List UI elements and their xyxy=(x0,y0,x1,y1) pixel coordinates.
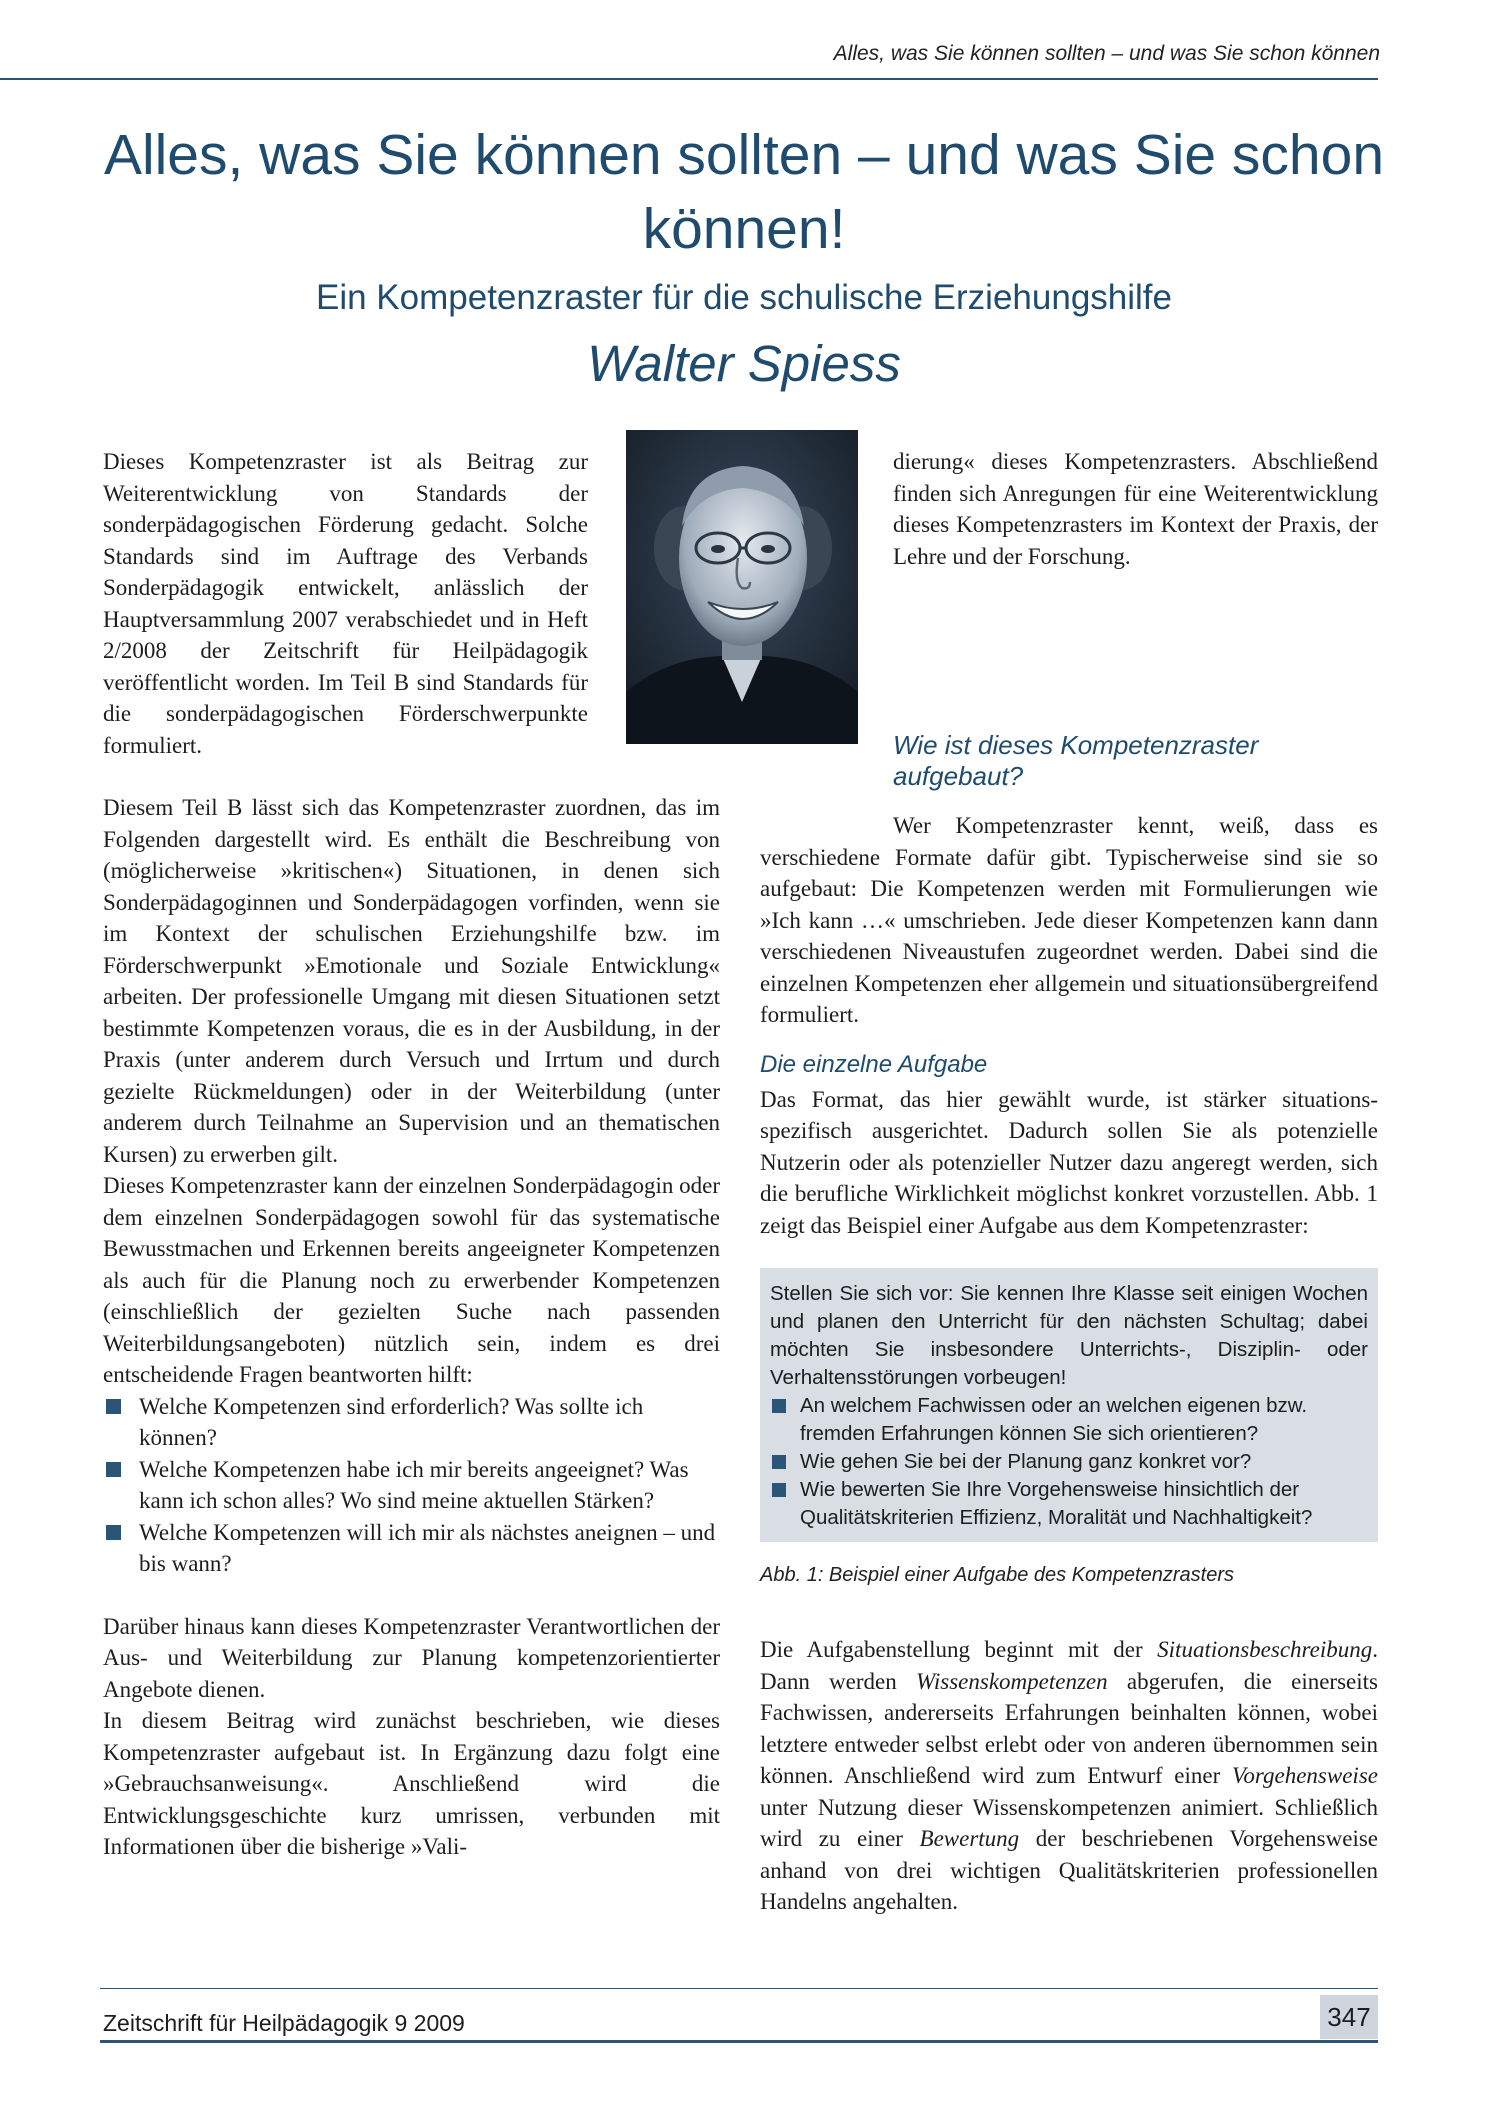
question-list xyxy=(103,1391,720,1580)
list-item: Welche Kompetenzen habe ich mir bereits angeeignet? Was kann ich schon alles? Wo sind meine aktuellen Stärken? xyxy=(103,1454,720,1517)
paragraph: Diesem Teil B lässt sich das Kompetenzraster zuordnen, das im Folgenden dargestellt wird. Es enthält die Beschreibung von (möglicherweise »kritischen«) Situationen, in denen sich Sonderpädagoginnen und Sonderpädagogen vorfinden, wenn sie im Kontext der schulischen Erziehungshilfe bzw. im Förderschwerpunkt »Emotionale und Soziale Entwicklung« arbeiten. Der professionelle Umgang mit diesen Situationen setzt bestimmte Kompetenzen voraus, die es in der Ausbildung, in der Praxis (unter anderem durch Versuch und Irrtum und durch gezielte Rückmeldungen) oder in der Weiterbildung (unter anderem durch Teilnahme an Supervision und an thematischen Kursen) zu erwerben gilt. xyxy=(103,795,720,1167)
figure-intro: Stellen Sie sich vor: Sie kennen Ihre Klasse seit einigen Wochen und planen den Unterricht für den nächsten Schultag; dabei möchten Sie insbesondere Unterrichts-, Disziplin- oder Verhaltensstörungen vorbeugen! xyxy=(770,1282,1368,1389)
paragraph: Dieses Kompetenzraster kann der einzelnen Sonderpädagogin oder dem einzelnen Sonderpädagogen sowohl für das systematische Bewusstmachen und Erkennen bereits angeeigneter Kompetenzen als auch für die Planung noch zu erwerbender Kompetenzen (einschließlich der gezielten Suche nach passenden Weiterbildungsangeboten) nützlich sein, indem es drei entscheidende Fragen beantworten hilft: xyxy=(103,1173,720,1387)
paragraph: Das Format, das hier gewählt wurde, ist stärker situations-spezifisch ausgerichtet. Dadurch sollen Sie als potenzielle Nutzerin oder als potenzieller Nutzer dazu angeregt werden, sich die berufliche Wirklichkeit möglichst konkret vorzustellen. Abb. 1 zeigt das Beispiel einer Aufgabe aus dem Kompetenzraster: xyxy=(760,1086,1378,1238)
list-item: Welche Kompetenzen will ich mir als nächstes aneignen – und bis wann? xyxy=(103,1517,720,1580)
title-block xyxy=(100,118,1388,394)
list-item: Wie gehen Sie bei der Planung ganz konkret vor? xyxy=(770,1448,1368,1476)
paragraph: Darüber hinaus kann dieses Kompetenzraster Verantwortlichen der Aus- und Weiterbildung zur Planung kompetenzorientierter Angebote dienen. xyxy=(103,1613,720,1702)
author-portrait-illustration xyxy=(626,430,858,744)
author-name: Walter Spiess xyxy=(587,335,901,392)
text-run: abgerufen, die einerseits Fachwissen, andererseits Erfahrungen beinhalten können, wobei letztere entweder selbst erlebt oder von anderen übernommen sein können. Anschließend wird zum Entwurf einer xyxy=(760,1668,1378,1788)
right-column-top xyxy=(893,446,1378,572)
subsection-heading: Die einzelne Aufgabe xyxy=(760,1050,988,1078)
article-subtitle: Ein Kompetenzraster für die schulische Erziehungshilfe xyxy=(316,278,1172,317)
running-head: Alles, was Sie können sollten – und was Sie schon können xyxy=(833,42,1380,65)
paragraph: Wer Kompetenzraster kennt, weiß, dass es verschiedene Formate dafür gibt. Typischerweise sind sie so aufgebaut: Die Kompetenzen werden mit Formulierungen wie »Ich kann …« umschrieben. Jede dieser Kompetenzen kann dann verschiedenen Niveaustufen zugeordnet werden. Dabei sind die einzelnen Kompetenzen eher allgemein und situationsübergreifend formuliert. xyxy=(760,813,1378,1027)
figure-example-box xyxy=(760,1268,1378,1542)
article-title: Alles, was Sie können sollten – und was Sie schon können! xyxy=(103,123,1385,261)
paragraph: Dieses Kompetenzraster ist als Beitrag zur Weiterentwicklung von Standards der sonderpädagogischen Förderung gedacht. Solche Standards sind im Auftrage des Verbands Sonderpädagogik entwickelt, anlässlich der Hauptversammlung 2007 verabschiedet und in Heft 2/2008 der Zeitschrift für Heilpädagogik veröffentlicht worden. Im Teil B sind Standards für die sonderpädagogischen Förderschwerpunkte formuliert. xyxy=(103,449,588,758)
emphasis: Bewertung xyxy=(919,1826,1020,1851)
emphasis: Situationsbeschreibung xyxy=(1157,1637,1373,1662)
author-photo xyxy=(626,430,858,744)
list-item: Welche Kompetenzen sind erforderlich? Was sollte ich können? xyxy=(103,1391,720,1454)
figure-list xyxy=(770,1392,1368,1532)
page-number: 347 xyxy=(1320,1995,1378,2039)
figure-caption: Abb. 1: Beispiel einer Aufgabe des Kompetenzrasters xyxy=(760,1564,1234,1586)
text-run: . Dann werden xyxy=(760,1637,1378,1694)
footer-rule xyxy=(100,1988,1378,1989)
text-run: unter Nutzung dieser Wissenskompetenzen animiert. Schließlich wird zu einer xyxy=(760,1794,1378,1851)
right-column xyxy=(760,730,1378,1241)
text-run: der beschriebenen Vorgehensweise anhand von drei wichtigen Qualitätskriterien professionellen Handelns angehalten. xyxy=(760,1826,1378,1914)
section-heading: Wie ist dieses Kompetenzraster aufgebaut? xyxy=(893,730,1259,791)
paragraph: dierung« dieses Kompetenzrasters. Abschließend finden sich Anregungen für eine Weiterentwicklung dieses Kompetenzrasters im Kontext der Praxis, der Lehre und der Forschung. xyxy=(893,449,1378,569)
emphasis: Vorgehensweise xyxy=(1231,1763,1378,1788)
left-column-top xyxy=(103,446,588,761)
paragraph: In diesem Beitrag wird zunächst beschrieben, wie dieses Kompetenzraster aufgebaut ist. In Ergänzung dazu folgt eine »Gebrauchsanweisung«. Anschließend wird die Entwicklungsgeschichte kurz umrissen, verbunden mit Informationen über die bisherige »Vali- xyxy=(103,1708,720,1859)
paragraph xyxy=(760,1634,1378,1918)
emphasis: Wissenskompetenzen xyxy=(915,1668,1108,1694)
footer-bar xyxy=(100,2040,1378,2043)
list-item: Wie bewerten Sie Ihre Vorgehensweise hinsichtlich der Qualitätskriterien Effizienz, Moralität und Nachhaltigkeit? xyxy=(770,1476,1368,1532)
right-column-bottom xyxy=(760,1634,1378,1918)
header-rule xyxy=(0,78,1378,80)
text-run: Die Aufgabenstellung beginnt mit der xyxy=(760,1637,1158,1662)
journal-name: Zeitschrift für Heilpädagogik 9 2009 xyxy=(103,2010,465,2036)
left-column xyxy=(103,792,720,1863)
list-item: An welchem Fachwissen oder an welchen eigenen bzw. fremden Erfahrungen können Sie sich orientieren? xyxy=(770,1392,1368,1448)
